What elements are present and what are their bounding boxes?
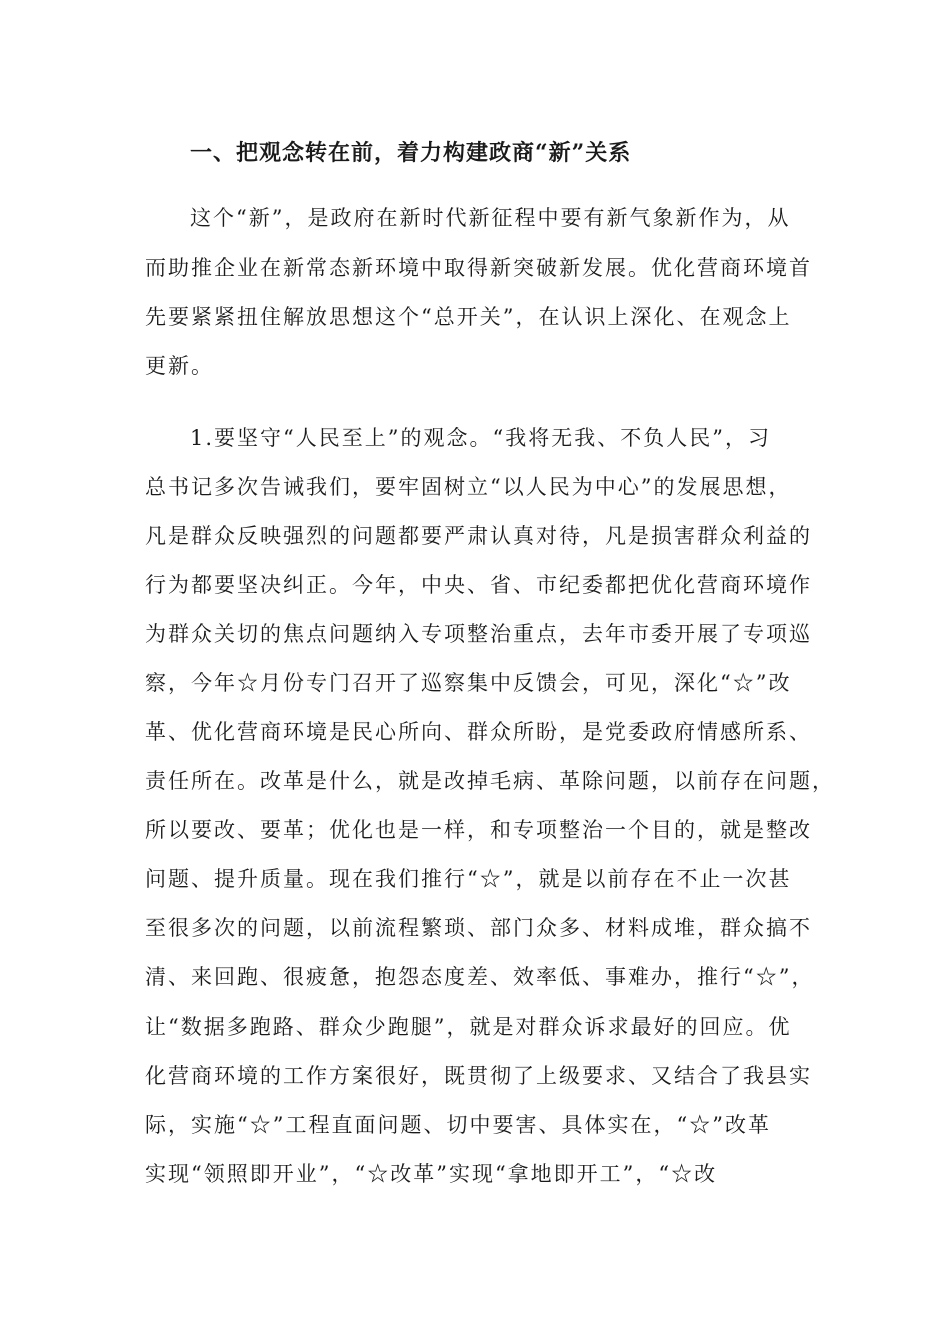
paragraph-2-line-9: 所以要改、要革；优化也是一样，和专项整治一个目的，就是整改 [145,818,812,842]
paragraph-2-line-16: 实现“领照即开业”，“☆改革”实现“拿地即开工”，“☆改 [145,1162,718,1186]
paragraph-2-line-10: 问题、提升质量。现在我们推行“☆”，就是以前存在不止一次甚 [145,867,792,891]
paragraph-2-line-8: 责任所在。改革是什么，就是改掉毛病、革除问题，以前存在问题， [145,769,835,793]
paragraph-2-line-4: 行为都要坚决纠正。今年，中央、省、市纪委都把优化营商环境作 [145,573,812,597]
paragraph-1-line-2: 而助推企业在新常态新环境中取得新突破新发展。优化营商环境首 [145,256,812,280]
paragraph-2-line-13: 让“数据多跑路、群众少跑腿”，就是对群众诉求最好的回应。优 [145,1015,792,1039]
paragraph-2-line-5: 为群众关切的焦点问题纳入专项整治重点，去年市委开展了专项巡 [145,622,812,646]
paragraph-2-line-12: 清、来回跑、很疲惫，抱怨态度差、效率低、事难办，推行“☆”， [145,965,815,989]
paragraph-2-line-7: 革、优化营商环境是民心所向、群众所盼，是党委政府情感所系、 [145,720,812,744]
paragraph-2-line-2: 总书记多次告诫我们，要牢固树立“以人民为中心”的发展思想， [145,475,792,499]
paragraph-2-line-14: 化营商环境的工作方案很好，既贯彻了上级要求、又结合了我县实 [145,1064,812,1088]
paragraph-2-line-6: 察，今年☆月份专门召开了巡察集中反馈会，可见，深化“☆”改 [145,671,792,695]
paragraph-2-line-15: 际，实施“☆”工程直面问题、切中要害、具体实在，“☆”改革 [145,1113,771,1137]
paragraph-2-line-1: 1.要坚守“人民至上”的观念。“我将无我、不负人民”，习 [190,426,771,450]
paragraph-2-line-3: 凡是群众反映强烈的问题都要严肃认真对待，凡是损害群众利益的 [145,524,812,548]
paragraph-1-line-4: 更新。 [145,354,214,378]
paragraph-1-line-3: 先要紧紧扭住解放思想这个“总开关”，在认识上深化、在观念上 [145,305,792,329]
paragraph-1-line-1: 这个“新”，是政府在新时代新征程中要有新气象新作为，从 [190,206,791,230]
paragraph-2-line-11: 至很多次的问题，以前流程繁琐、部门众多、材料成堆，群众搞不 [145,916,812,940]
section-heading: 一、把观念转在前，着力构建政商“新”关系 [190,140,632,166]
